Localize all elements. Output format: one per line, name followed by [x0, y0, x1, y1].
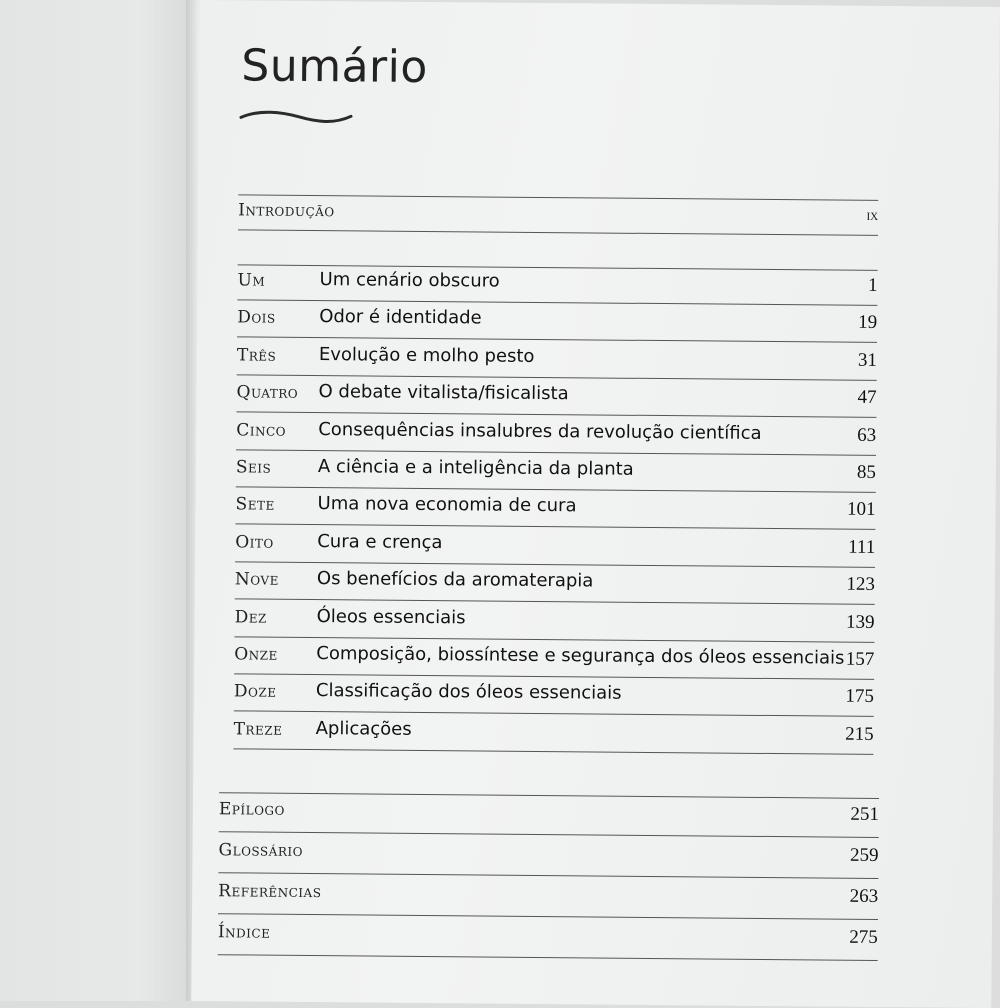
entry-page-number: 251: [850, 803, 880, 825]
entry-label: Cinco: [236, 419, 287, 441]
title-swash-ornament: [239, 105, 354, 128]
entry-title: Os benefícios da aromaterapia: [316, 568, 594, 592]
entry-page-number: 263: [849, 885, 879, 907]
entry-label: Introdução: [238, 200, 335, 222]
entry-label: Nove: [234, 569, 279, 590]
entry-page-number: 31: [857, 349, 877, 371]
toc-entry-chapter[interactable]: [234, 678, 874, 714]
entry-label: Doze: [233, 681, 277, 703]
entry-page-number: 111: [848, 536, 876, 558]
entry-page-number: 85: [856, 461, 876, 483]
entry-title: Classificação dos óleos essenciais: [315, 680, 622, 705]
entry-label: Dez: [234, 606, 267, 628]
entry-label: Seis: [235, 457, 272, 478]
entry-label: Um: [237, 270, 266, 291]
entry-page-number: ix: [866, 207, 879, 224]
page-title: Sumário: [241, 40, 429, 93]
entry-title: Consequências insalubres da revolução científica: [318, 418, 762, 444]
entry-title: Odor é identidade: [319, 306, 482, 329]
entry-label: Treze: [233, 719, 283, 740]
toc-entry-back-matter[interactable]: [218, 836, 878, 872]
entry-title: Uma nova economia de cura: [317, 493, 577, 517]
entry-page-number: 259: [849, 844, 879, 866]
contents-page: [191, 0, 1000, 1008]
rule: [218, 954, 878, 961]
entry-page-number: 123: [846, 573, 876, 596]
toc-entry-chapter[interactable]: [237, 304, 877, 340]
toc-entry-back-matter[interactable]: [218, 918, 878, 954]
entry-title: Óleos essenciais: [316, 605, 466, 628]
toc-entry-chapter[interactable]: [237, 266, 877, 302]
entry-label: Quatro: [236, 382, 299, 404]
entry-label: Referências: [218, 881, 322, 903]
entry-label: Glossário: [218, 840, 304, 861]
entry-label: Oito: [235, 532, 274, 553]
entry-page-number: 101: [846, 499, 876, 521]
entry-title: Composição, biossíntese e segurança dos óleos essenciais: [316, 643, 845, 669]
toc-entry-chapter[interactable]: [237, 341, 877, 377]
toc-entry-chapter[interactable]: [236, 379, 876, 415]
toc-entry-chapter[interactable]: [235, 491, 875, 527]
entry-page-number: 275: [849, 926, 878, 948]
entry-label: Índice: [217, 922, 271, 943]
entry-title: Um cenário obscuro: [319, 269, 500, 292]
toc-entry-back-matter[interactable]: [219, 795, 879, 831]
toc-entry-chapter[interactable]: [235, 566, 875, 602]
toc-entry-chapter[interactable]: [234, 603, 874, 639]
entry-page-number: 63: [857, 424, 877, 446]
entry-title: A ciência e a inteligência da planta: [317, 456, 634, 480]
entry-title: Evolução e molho pesto: [318, 343, 535, 367]
entry-label: Três: [236, 345, 277, 366]
entry-title: Cura e crença: [317, 530, 443, 553]
toc-entry-chapter[interactable]: [236, 453, 876, 489]
toc-entry-back-matter[interactable]: [218, 877, 878, 913]
entry-label: Epílogo: [218, 799, 285, 820]
toc-entry-chapter[interactable]: [234, 640, 874, 676]
entry-page-number: 19: [858, 312, 878, 334]
entry-page-number: 47: [857, 386, 877, 409]
entry-page-number: 157: [845, 648, 875, 670]
entry-page-number: 215: [845, 723, 874, 745]
toc-entry-chapter[interactable]: [236, 416, 876, 452]
entry-page-number: 139: [846, 611, 875, 633]
entry-label: Onze: [234, 644, 278, 665]
entry-title: O debate vitalista/fisicalista: [318, 381, 569, 405]
entry-label: Sete: [235, 494, 275, 516]
left-page: [0, 0, 200, 1001]
toc-entry-intro[interactable]: [238, 196, 878, 232]
toc-entry-chapter[interactable]: [233, 715, 873, 751]
toc-entry-chapter[interactable]: [235, 528, 875, 564]
entry-page-number: 1: [867, 274, 878, 296]
entry-label: Dois: [237, 307, 276, 329]
entry-page-number: 175: [845, 686, 875, 708]
entry-title: Aplicações: [315, 717, 412, 740]
